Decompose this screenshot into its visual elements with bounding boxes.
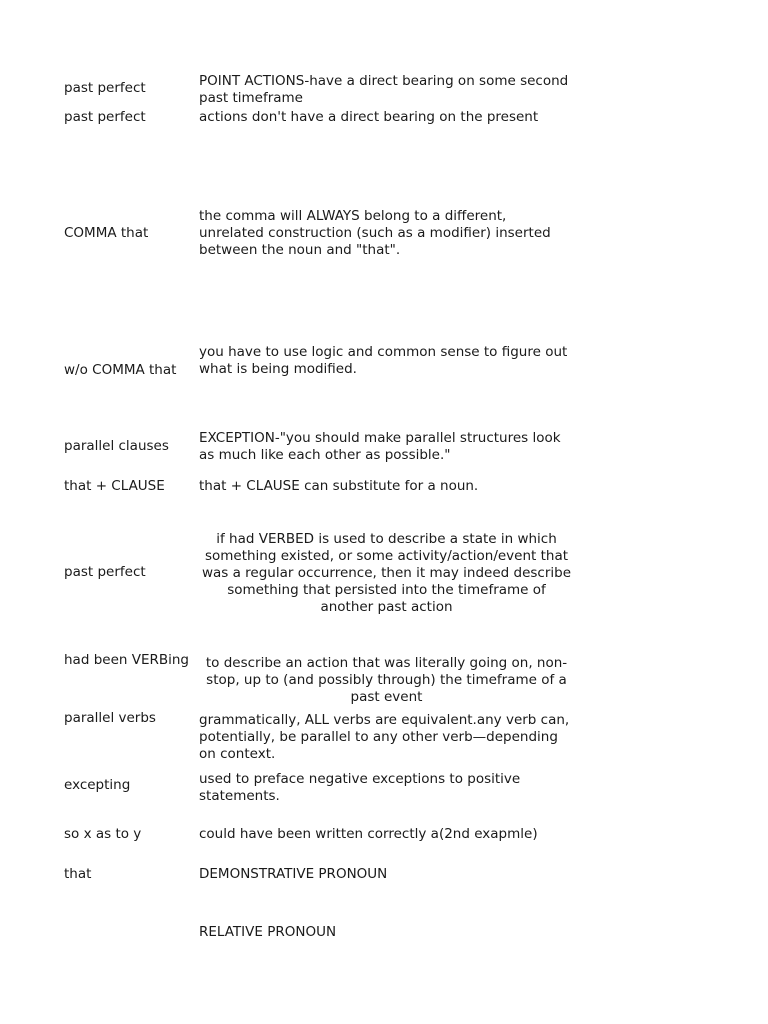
definition-parallel-verbs: grammatically, ALL verbs are equivalent.any verb can, potentially, be parallel to any other verb—depending on context.	[199, 712, 570, 762]
definition-parallel-clauses: EXCEPTION-"you should make parallel structures look as much like each other as possible."	[199, 430, 561, 463]
term-past-perfect-2: past perfect	[64, 109, 146, 125]
definition-that-clause: that + CLAUSE can substitute for a noun.	[199, 478, 479, 494]
term-past-perfect-3: past perfect	[64, 564, 146, 580]
definition-excepting: used to preface negative exceptions to positive statements.	[199, 771, 521, 804]
definition-relative-pronoun: RELATIVE PRONOUN	[199, 924, 337, 940]
term-had-been-verbing: had been VERBing	[64, 652, 190, 668]
term-that: that	[64, 866, 92, 882]
term-without-comma-that: w/o COMMA that	[64, 362, 177, 378]
term-that-clause: that + CLAUSE	[64, 478, 165, 494]
definition-demonstrative-pronoun: DEMONSTRATIVE PRONOUN	[199, 866, 388, 882]
term-parallel-clauses: parallel clauses	[64, 438, 169, 454]
term-comma-that: COMMA that	[64, 225, 149, 241]
definition-comma-that: the comma will ALWAYS belong to a different, unrelated construction (such as a modifier) inserted between the noun and "that".	[199, 208, 551, 258]
term-excepting: excepting	[64, 777, 131, 793]
definition-without-comma-that: you have to use logic and common sense to figure out what is being modified.	[199, 344, 568, 377]
definition-point-actions: POINT ACTIONS-have a direct bearing on some second past timeframe	[199, 73, 569, 106]
term-parallel-verbs: parallel verbs	[64, 710, 156, 726]
term-past-perfect-1: past perfect	[64, 80, 146, 96]
definition-so-x-as-to-y: could have been written correctly a(2nd exapmle)	[199, 826, 538, 842]
definition-no-bearing-present: actions don't have a direct bearing on the present	[199, 109, 539, 125]
definition-had-been-verbing: to describe an action that was literally going on, non-stop, up to (and possibly through) the timeframe of a past event	[205, 655, 568, 705]
term-so-x-as-to-y: so x as to y	[64, 826, 142, 842]
definition-past-perfect-state: if had VERBED is used to describe a state in which something existed, or some activity/action/event that was a regular occurrence, then it may indeed describe something that persisted into the timeframe of another past action	[201, 531, 572, 615]
